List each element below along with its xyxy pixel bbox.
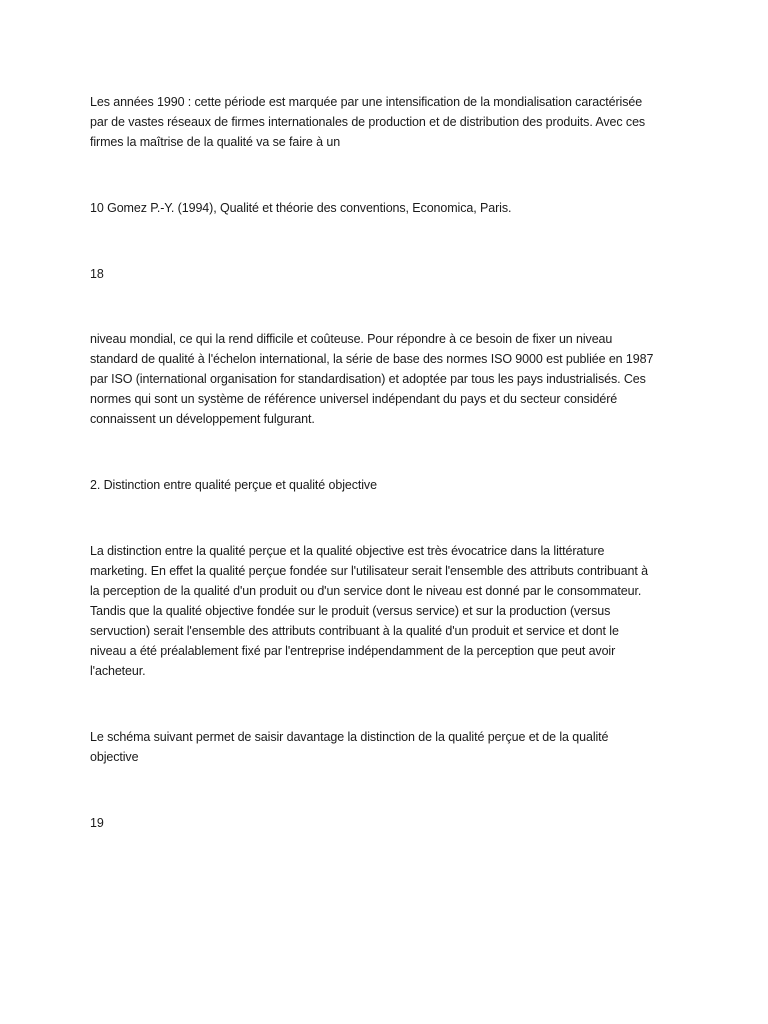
text-line: par de vastes réseaux de firmes internationales de production et de distribution des produits. Avec ces [90, 115, 646, 129]
text-line: standard de qualité à l'échelon international, la série de base des normes ISO 9000 est publiée en 1987 [90, 352, 654, 366]
paragraph-distinction [90, 541, 690, 681]
text-line: normes qui sont un système de référence universel indépendant du pays et du secteur considéré [90, 392, 618, 406]
paragraph-mondialisation [90, 92, 690, 152]
page-number [90, 813, 690, 833]
text-line: marketing. En effet la qualité perçue fondée sur l'utilisateur serait l'ensemble des attributs contribuant à [90, 564, 648, 578]
text-line: Le schéma suivant permet de saisir davantage la distinction de la qualité perçue et de la qualité [90, 730, 609, 744]
text-line: par ISO (international organisation for standardisation) et adoptée par tous les pays industrialisés. Ces [90, 372, 646, 386]
text-line: l'acheteur. [90, 664, 146, 678]
text-line: connaissent un développement fulgurant. [90, 412, 315, 426]
text-line: niveau a été préalablement fixé par l'entreprise indépendamment de la perception que peut avoir [90, 644, 616, 658]
text-line: la perception de la qualité d'un produit ou d'un service dont le niveau est donné par le consommateur. [90, 584, 642, 598]
page-number-text: 19 [90, 816, 104, 830]
text-line: objective [90, 750, 139, 764]
text-line: niveau mondial, ce qui la rend difficile et coûteuse. Pour répondre à ce besoin de fixer un niveau [90, 332, 613, 346]
page-number-text: 18 [90, 267, 104, 281]
text-line: La distinction entre la qualité perçue et la qualité objective est très évocatrice dans la littérature [90, 544, 605, 558]
text-line: Les années 1990 : cette période est marquée par une intensification de la mondialisation caractérisée [90, 95, 643, 109]
paragraph-iso-9000 [90, 329, 690, 429]
text-line: Tandis que la qualité objective fondée sur le produit (versus service) et sur la production (versus [90, 604, 611, 618]
footnote-text: 10 Gomez P.-Y. (1994), Qualité et théorie des conventions, Economica, Paris. [90, 201, 512, 215]
section-heading [90, 475, 690, 495]
text-line: firmes la maîtrise de la qualité va se faire à un [90, 135, 341, 149]
page-number [90, 264, 690, 284]
footnote-reference [90, 198, 690, 218]
paragraph-schema [90, 727, 690, 767]
text-line: servuction) serait l'ensemble des attributs contribuant à la qualité d'un produit et service et dont le [90, 624, 619, 638]
section-heading-text: 2. Distinction entre qualité perçue et qualité objective [90, 478, 377, 492]
